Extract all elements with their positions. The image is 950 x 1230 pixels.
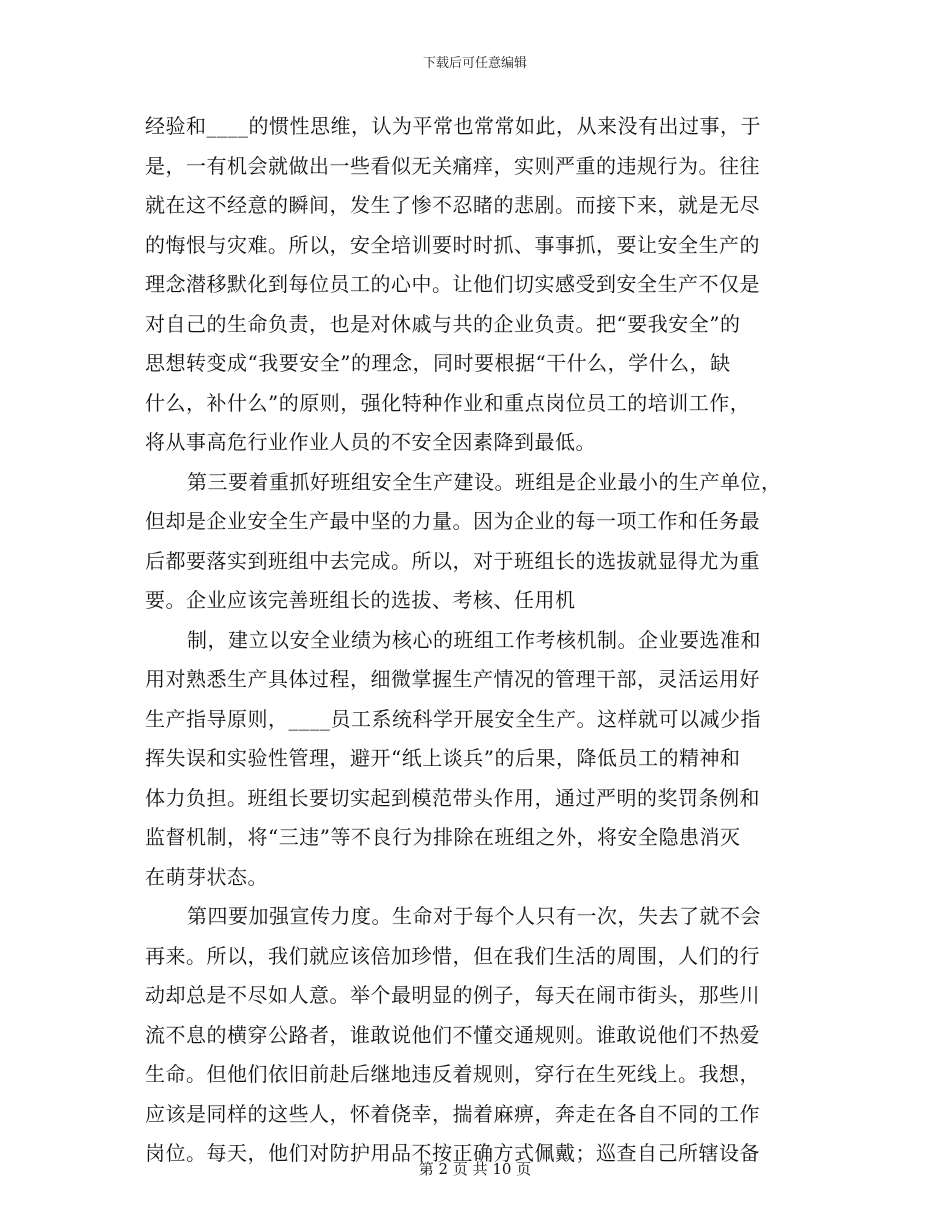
text-line: 对自己的生命负责，也是对休戚与共的企业负责。把“要我安全”的	[145, 311, 741, 336]
text-line: 理念潜移默化到每位员工的心中。让他们切实感受到安全生产不仅是	[145, 272, 760, 296]
text-line: 将从事高危行业作业人员的不安全因素降到最低。	[145, 430, 596, 454]
text-line: 应该是同样的这些人，怀着侥幸，揣着麻痹，奔走在各自不同的工作	[145, 1101, 760, 1126]
page-number: 第 2 页 共 10 页	[418, 1160, 532, 1178]
text-line: 挥失误和实验性管理，避开“纸上谈兵”的后果，降低员工的精神和	[145, 746, 741, 770]
text-line: 思想转变成“我要安全”的理念，同时要根据“干什么，学什么，缺	[145, 351, 731, 375]
text-line: 流不息的横穿公路者，谁敢说他们不懂交通规则。谁敢说他们不热爱	[145, 1022, 760, 1047]
text-line: 但却是企业安全生产最中坚的力量。因为企业的每一项工作和任务最	[145, 509, 760, 533]
text-line: 在萌芽状态。	[145, 864, 268, 889]
body-text	[145, 107, 805, 1174]
text-line: 经验和____的惯性思维，认为平常也常常如此，从来没有出过事，于	[145, 114, 761, 138]
text-line: 生产指导原则，____员工系统科学开展安全生产。这样就可以减少指	[145, 706, 761, 731]
text-line: 再来。所以，我们就应该倍加珍惜，但在我们生活的周围，人们的行	[145, 943, 760, 968]
paragraph-start-line: 制，建立以安全业绩为核心的班组工作考核机制。企业要选准和	[187, 627, 761, 652]
paragraph-start-line: 第三要着重抓好班组安全生产建设。班组是企业最小的生产单位，	[187, 469, 782, 494]
text-line: 用对熟悉生产具体过程，细微掌握生产情况的管理干部，灵活运用好	[145, 667, 760, 691]
text-line: 生命。但他们依旧前赴后继地违反着规则，穿行在生死线上。我想，	[145, 1062, 760, 1086]
text-line: 岗位。每天，他们对防护用品不按正确方式佩戴；巡查自己所辖设备	[145, 1141, 760, 1165]
text-line: 体力负担。班组长要切实起到模范带头作用，通过严明的奖罚条例和	[145, 785, 760, 810]
text-line: 后都要落实到班组中去完成。所以，对于班组长的选拔就显得尤为重	[145, 548, 760, 573]
paragraph-start-line: 第四要加强宣传力度。生命对于每个人只有一次，失去了就不会	[187, 904, 761, 928]
text-line: 就在这不经意的瞬间，发生了惨不忍睹的悲剧。而接下来，就是无尽	[145, 193, 760, 217]
text-line: 是，一有机会就做出一些看似无关痛痒，实则严重的违规行为。往往	[145, 153, 760, 178]
text-line: 要。企业应该完善班组长的选拔、考核、任用机	[145, 588, 576, 612]
page-header-note: 下载后可任意编辑	[422, 56, 527, 71]
text-line: 什么，补什么”的原则，强化特种作业和重点岗位员工的培训工作，	[145, 390, 751, 415]
text-line: 的悔恨与灾难。所以，安全培训要时时抓、事事抓，要让安全生产的	[145, 232, 760, 257]
text-line: 动却总是不尽如人意。举个最明显的例子，每天在闹市街头，那些川	[145, 983, 760, 1007]
text-line: 监督机制，将“三违”等不良行为排除在班组之外，将安全隐患消灭	[145, 825, 741, 849]
